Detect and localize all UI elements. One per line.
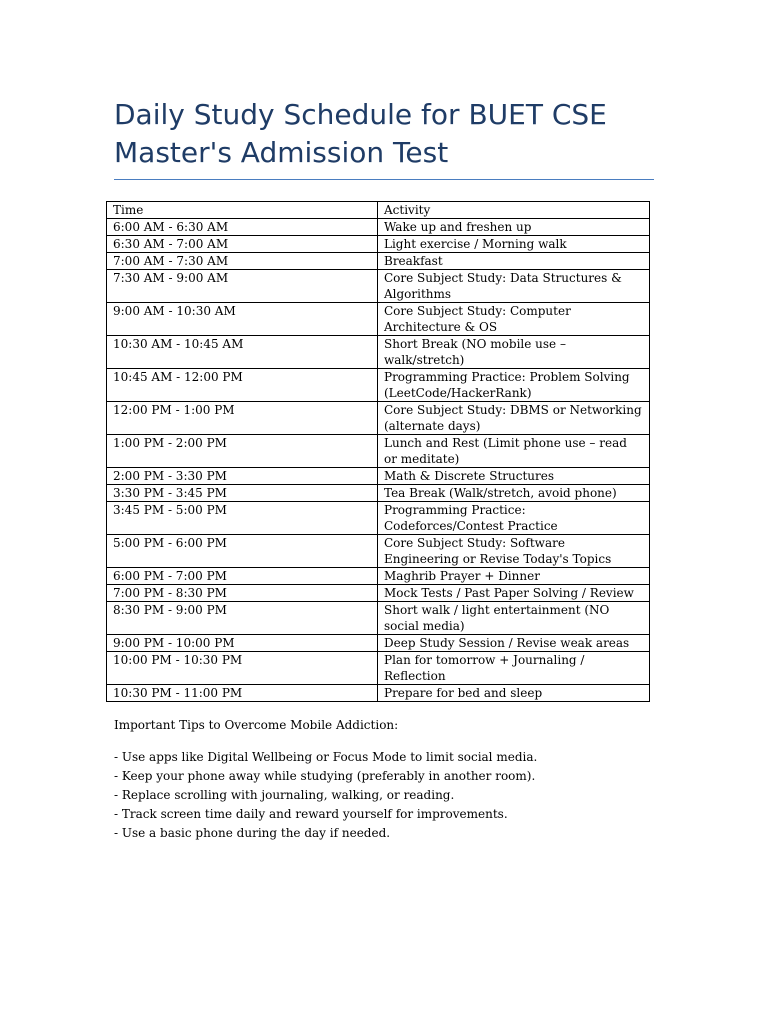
table-row bbox=[107, 435, 650, 468]
tips-section bbox=[114, 716, 674, 843]
activity-cell: Short walk / light entertainment (NO social media) bbox=[378, 602, 650, 635]
time-cell: 5:00 PM - 6:00 PM bbox=[107, 535, 378, 568]
time-cell: 7:00 AM - 7:30 AM bbox=[107, 253, 378, 270]
table-row bbox=[107, 402, 650, 435]
table-row bbox=[107, 253, 650, 270]
table-row bbox=[107, 303, 650, 336]
time-cell: 6:30 AM - 7:00 AM bbox=[107, 236, 378, 253]
activity-cell: Deep Study Session / Revise weak areas bbox=[378, 635, 650, 652]
header-time: Time bbox=[107, 202, 378, 219]
activity-cell: Core Subject Study: Computer Architecture & OS bbox=[378, 303, 650, 336]
table-row bbox=[107, 568, 650, 585]
tip-item: - Keep your phone away while studying (preferably in another room). bbox=[114, 769, 536, 783]
time-cell: 3:30 PM - 3:45 PM bbox=[107, 485, 378, 502]
time-cell: 6:00 AM - 6:30 AM bbox=[107, 219, 378, 236]
table-row bbox=[107, 468, 650, 485]
activity-cell: Core Subject Study: Data Structures & Algorithms bbox=[378, 270, 650, 303]
table-row bbox=[107, 485, 650, 502]
table-row bbox=[107, 270, 650, 303]
activity-cell: Light exercise / Morning walk bbox=[378, 236, 650, 253]
time-cell: 9:00 AM - 10:30 AM bbox=[107, 303, 378, 336]
time-cell: 7:00 PM - 8:30 PM bbox=[107, 585, 378, 602]
activity-cell: Plan for tomorrow + Journaling / Reflection bbox=[378, 652, 650, 685]
schedule-table-body bbox=[107, 202, 650, 702]
activity-cell: Programming Practice: Codeforces/Contest Practice bbox=[378, 502, 650, 535]
activity-cell: Breakfast bbox=[378, 253, 650, 270]
tip-item: - Use a basic phone during the day if needed. bbox=[114, 826, 391, 840]
time-cell: 3:45 PM - 5:00 PM bbox=[107, 502, 378, 535]
table-row bbox=[107, 585, 650, 602]
time-cell: 1:00 PM - 2:00 PM bbox=[107, 435, 378, 468]
title-underline bbox=[114, 179, 654, 180]
time-cell: 2:00 PM - 3:30 PM bbox=[107, 468, 378, 485]
table-row bbox=[107, 685, 650, 702]
activity-cell: Core Subject Study: DBMS or Networking (alternate days) bbox=[378, 402, 650, 435]
table-row bbox=[107, 602, 650, 635]
schedule-table bbox=[106, 201, 650, 702]
activity-cell: Programming Practice: Problem Solving (LeetCode/HackerRank) bbox=[378, 369, 650, 402]
table-row bbox=[107, 535, 650, 568]
table-row bbox=[107, 369, 650, 402]
table-row bbox=[107, 502, 650, 535]
time-cell: 10:00 PM - 10:30 PM bbox=[107, 652, 378, 685]
tip-item: - Use apps like Digital Wellbeing or Focus Mode to limit social media. bbox=[114, 750, 538, 764]
time-cell: 7:30 AM - 9:00 AM bbox=[107, 270, 378, 303]
activity-cell: Short Break (NO mobile use – walk/stretch) bbox=[378, 336, 650, 369]
table-row bbox=[107, 635, 650, 652]
time-cell: 12:00 PM - 1:00 PM bbox=[107, 402, 378, 435]
activity-cell: Core Subject Study: Software Engineering or Revise Today's Topics bbox=[378, 535, 650, 568]
page-title: Daily Study Schedule for BUET CSE Master's Admission Test bbox=[114, 98, 607, 169]
tips-list bbox=[114, 748, 674, 843]
table-row bbox=[107, 219, 650, 236]
table-row bbox=[107, 336, 650, 369]
tips-heading: Important Tips to Overcome Mobile Addiction: bbox=[114, 718, 399, 732]
time-cell: 6:00 PM - 7:00 PM bbox=[107, 568, 378, 585]
time-cell: 10:30 AM - 10:45 AM bbox=[107, 336, 378, 369]
table-header-row bbox=[107, 202, 650, 219]
time-cell: 10:45 AM - 12:00 PM bbox=[107, 369, 378, 402]
time-cell: 10:30 PM - 11:00 PM bbox=[107, 685, 378, 702]
header-activity: Activity bbox=[378, 202, 650, 219]
time-cell: 9:00 PM - 10:00 PM bbox=[107, 635, 378, 652]
table-row bbox=[107, 652, 650, 685]
activity-cell: Wake up and freshen up bbox=[378, 219, 650, 236]
tip-item: - Track screen time daily and reward yourself for improvements. bbox=[114, 807, 508, 821]
activity-cell: Math & Discrete Structures bbox=[378, 468, 650, 485]
activity-cell: Lunch and Rest (Limit phone use – read or meditate) bbox=[378, 435, 650, 468]
activity-cell: Prepare for bed and sleep bbox=[378, 685, 650, 702]
activity-cell: Maghrib Prayer + Dinner bbox=[378, 568, 650, 585]
time-cell: 8:30 PM - 9:00 PM bbox=[107, 602, 378, 635]
activity-cell: Tea Break (Walk/stretch, avoid phone) bbox=[378, 485, 650, 502]
table-row bbox=[107, 236, 650, 253]
activity-cell: Mock Tests / Past Paper Solving / Review bbox=[378, 585, 650, 602]
tip-item: - Replace scrolling with journaling, walking, or reading. bbox=[114, 788, 455, 802]
